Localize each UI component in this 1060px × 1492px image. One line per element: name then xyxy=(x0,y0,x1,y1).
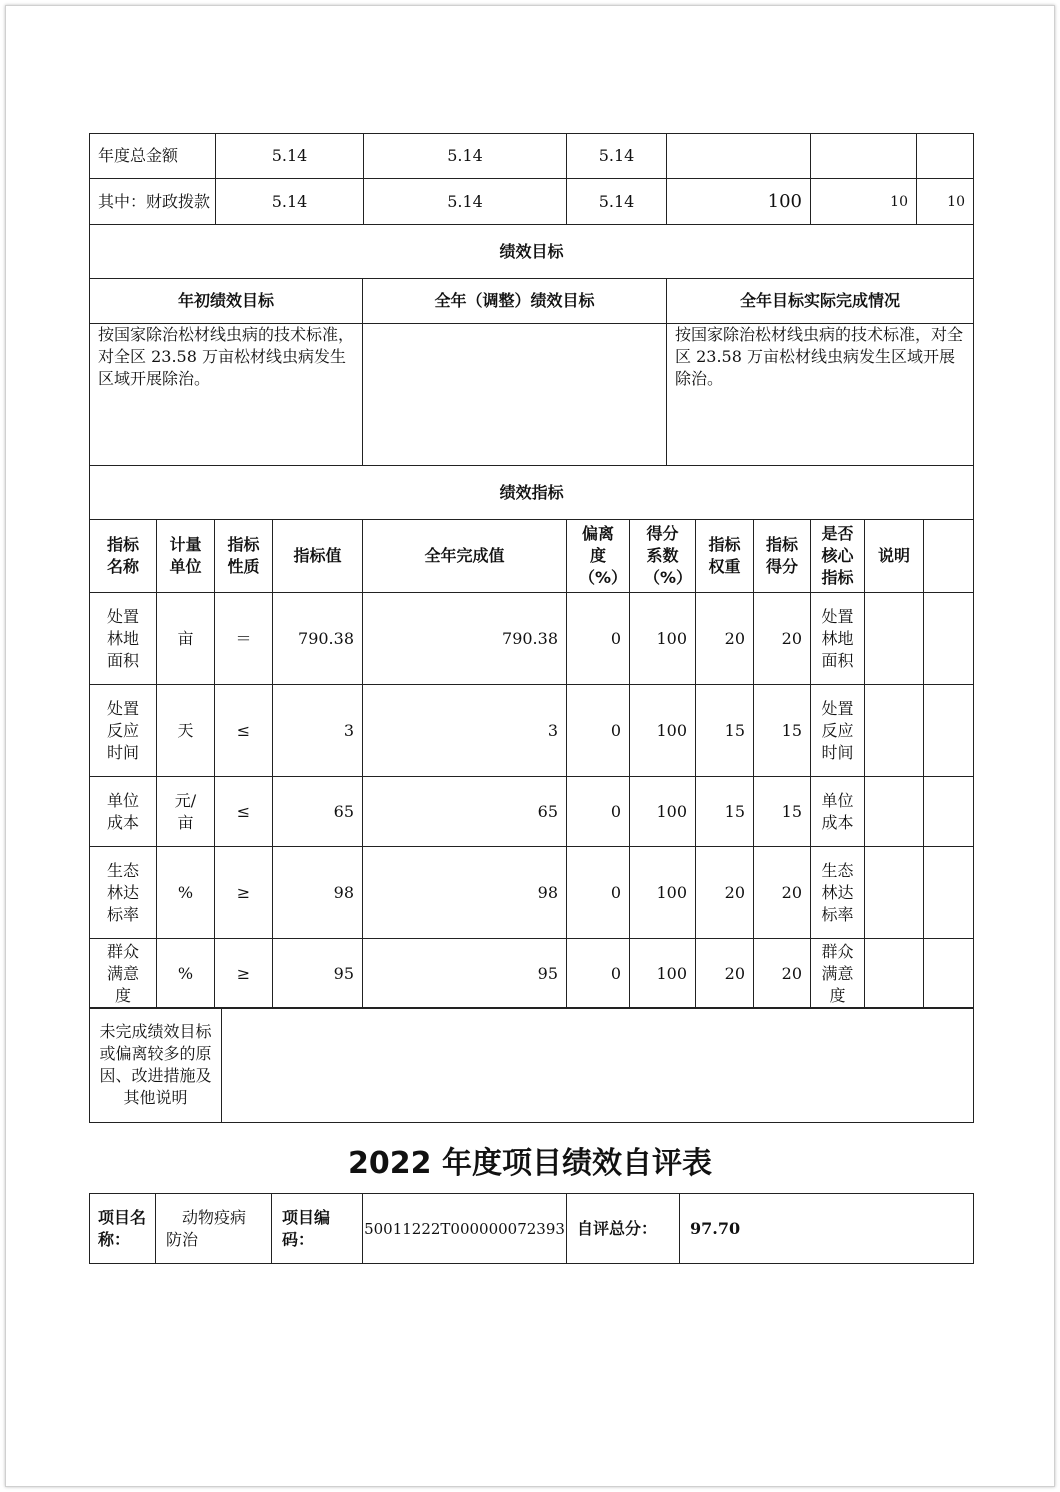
indicator-score: 15 xyxy=(754,777,811,847)
indicator-coef: 100 xyxy=(630,847,696,939)
table-row xyxy=(90,847,974,939)
goals-section-title: 绩效目标 xyxy=(90,225,974,279)
goals-initial-text: 按国家除治松材线虫病的技术标准，对全区 23.58 万亩松材线虫病发生区域开展除治。 xyxy=(90,324,363,466)
indicator-weight: 15 xyxy=(696,777,754,847)
indicator-target: 790.38 xyxy=(273,593,363,685)
header-score-coef: 得分系数（%） xyxy=(630,520,696,593)
header-score: 指标得分 xyxy=(754,520,811,593)
indicator-coef: 100 xyxy=(630,685,696,777)
fiscal-score: 10 xyxy=(917,179,974,225)
fiscal-execution-rate: 100 xyxy=(667,179,811,225)
indicator-nature: ≤ xyxy=(215,685,273,777)
fiscal-amount-label: 其中：财政拨款 xyxy=(90,179,216,225)
next-form-title: 2022 年度项目绩效自评表 xyxy=(348,1146,712,1181)
indicator-nature: ≥ xyxy=(215,939,273,1009)
total-weight-cell xyxy=(811,134,917,179)
header-deviation: 偏离度（%） xyxy=(567,520,630,593)
goals-actual-text: 按国家除治松材线虫病的技术标准，对全区 23.58 万亩松材线虫病发生区域开展除治。 xyxy=(667,324,974,466)
indicator-deviation: 0 xyxy=(567,593,630,685)
indicator-unit: % xyxy=(157,939,215,1009)
header-indicator-name: 指标名称 xyxy=(90,520,157,593)
table-row xyxy=(90,939,974,1009)
indicator-score: 15 xyxy=(754,685,811,777)
indicator-coef: 100 xyxy=(630,593,696,685)
remarks-value xyxy=(222,1008,974,1123)
indicator-blank xyxy=(924,685,974,777)
indicator-nature: ≥ xyxy=(215,847,273,939)
indicator-name: 处置反应时间 xyxy=(90,685,157,777)
project-code-label: 项目编码： xyxy=(272,1194,363,1264)
header-target-value: 指标值 xyxy=(273,520,363,593)
indicator-name: 群众满意度 xyxy=(90,939,157,1009)
indicator-deviation: 0 xyxy=(567,847,630,939)
header-nature: 指标性质 xyxy=(215,520,273,593)
header-unit: 计量单位 xyxy=(157,520,215,593)
fiscal-budget-executed: 5.14 xyxy=(567,179,667,225)
indicator-blank xyxy=(924,939,974,1009)
goals-table xyxy=(89,224,974,466)
total-score-label: 自评总分： xyxy=(567,1194,680,1264)
header-core: 是否核心指标 xyxy=(811,520,865,593)
indicator-deviation: 0 xyxy=(567,939,630,1009)
indicator-weight: 20 xyxy=(696,939,754,1009)
indicator-blank xyxy=(924,593,974,685)
indicator-core: 处置反应时间 xyxy=(811,685,865,777)
indicator-core: 处置林地面积 xyxy=(811,593,865,685)
indicator-actual: 790.38 xyxy=(363,593,567,685)
table-row xyxy=(90,777,974,847)
budget-table xyxy=(89,133,974,225)
indicator-blank xyxy=(924,847,974,939)
indicator-actual: 95 xyxy=(363,939,567,1009)
indicator-coef: 100 xyxy=(630,777,696,847)
indicator-target: 95 xyxy=(273,939,363,1009)
total-budget-executed: 5.14 xyxy=(567,134,667,179)
total-score-cell xyxy=(917,134,974,179)
indicator-weight: 20 xyxy=(696,593,754,685)
indicator-deviation: 0 xyxy=(567,685,630,777)
indicator-note xyxy=(865,939,924,1009)
indicator-nature: ＝ xyxy=(215,593,273,685)
indicator-note xyxy=(865,593,924,685)
header-weight: 指标权重 xyxy=(696,520,754,593)
indicators-section-title: 绩效指标 xyxy=(90,466,974,520)
indicator-note xyxy=(865,685,924,777)
indicator-target: 3 xyxy=(273,685,363,777)
project-name-label: 项目名称： xyxy=(90,1194,156,1264)
indicator-score: 20 xyxy=(754,939,811,1009)
header-note: 说明 xyxy=(865,520,924,593)
indicator-weight: 20 xyxy=(696,847,754,939)
goals-col-actual: 全年目标实际完成情况 xyxy=(667,279,974,324)
indicator-target: 65 xyxy=(273,777,363,847)
indicator-score: 20 xyxy=(754,847,811,939)
indicator-note xyxy=(865,777,924,847)
goals-col-initial: 年初绩效目标 xyxy=(90,279,363,324)
remarks-label: 未完成绩效目标或偏离较多的原因、改进措施及其他说明 xyxy=(90,1008,222,1123)
indicators-table xyxy=(89,465,974,1009)
project-code-value: 50011222T000000072393 xyxy=(363,1194,567,1264)
indicator-actual: 98 xyxy=(363,847,567,939)
indicator-core: 生态林达标率 xyxy=(811,847,865,939)
indicator-deviation: 0 xyxy=(567,777,630,847)
indicator-unit: 亩 xyxy=(157,593,215,685)
indicator-name: 处置林地面积 xyxy=(90,593,157,685)
fiscal-weight: 10 xyxy=(811,179,917,225)
project-name-value: 动物疫病防治 xyxy=(156,1194,272,1264)
indicator-unit: % xyxy=(157,847,215,939)
indicator-note xyxy=(865,847,924,939)
total-rate-cell xyxy=(667,134,811,179)
indicator-coef: 100 xyxy=(630,939,696,1009)
total-amount-label: 年度总金额 xyxy=(90,134,216,179)
indicator-core: 单位成本 xyxy=(811,777,865,847)
total-score-value: 97.70 xyxy=(680,1194,974,1264)
indicator-core: 群众满意度 xyxy=(811,939,865,1009)
indicator-name: 单位成本 xyxy=(90,777,157,847)
fiscal-budget-initial: 5.14 xyxy=(216,179,364,225)
indicator-name: 生态林达标率 xyxy=(90,847,157,939)
fiscal-budget-adjusted: 5.14 xyxy=(364,179,567,225)
goals-adjusted-text xyxy=(363,324,667,466)
indicator-weight: 15 xyxy=(696,685,754,777)
indicator-nature: ≤ xyxy=(215,777,273,847)
remarks-table xyxy=(89,1007,974,1123)
indicator-unit: 天 xyxy=(157,685,215,777)
header-actual-value: 全年完成值 xyxy=(363,520,567,593)
indicator-unit: 元/亩 xyxy=(157,777,215,847)
table-row xyxy=(90,685,974,777)
header-blank xyxy=(924,520,974,593)
indicator-blank xyxy=(924,777,974,847)
total-budget-adjusted: 5.14 xyxy=(364,134,567,179)
project-info-table xyxy=(89,1193,974,1264)
indicator-score: 20 xyxy=(754,593,811,685)
total-budget-initial: 5.14 xyxy=(216,134,364,179)
indicator-target: 98 xyxy=(273,847,363,939)
goals-col-adjusted: 全年（调整）绩效目标 xyxy=(363,279,667,324)
table-row xyxy=(90,593,974,685)
indicator-actual: 3 xyxy=(363,685,567,777)
indicator-actual: 65 xyxy=(363,777,567,847)
